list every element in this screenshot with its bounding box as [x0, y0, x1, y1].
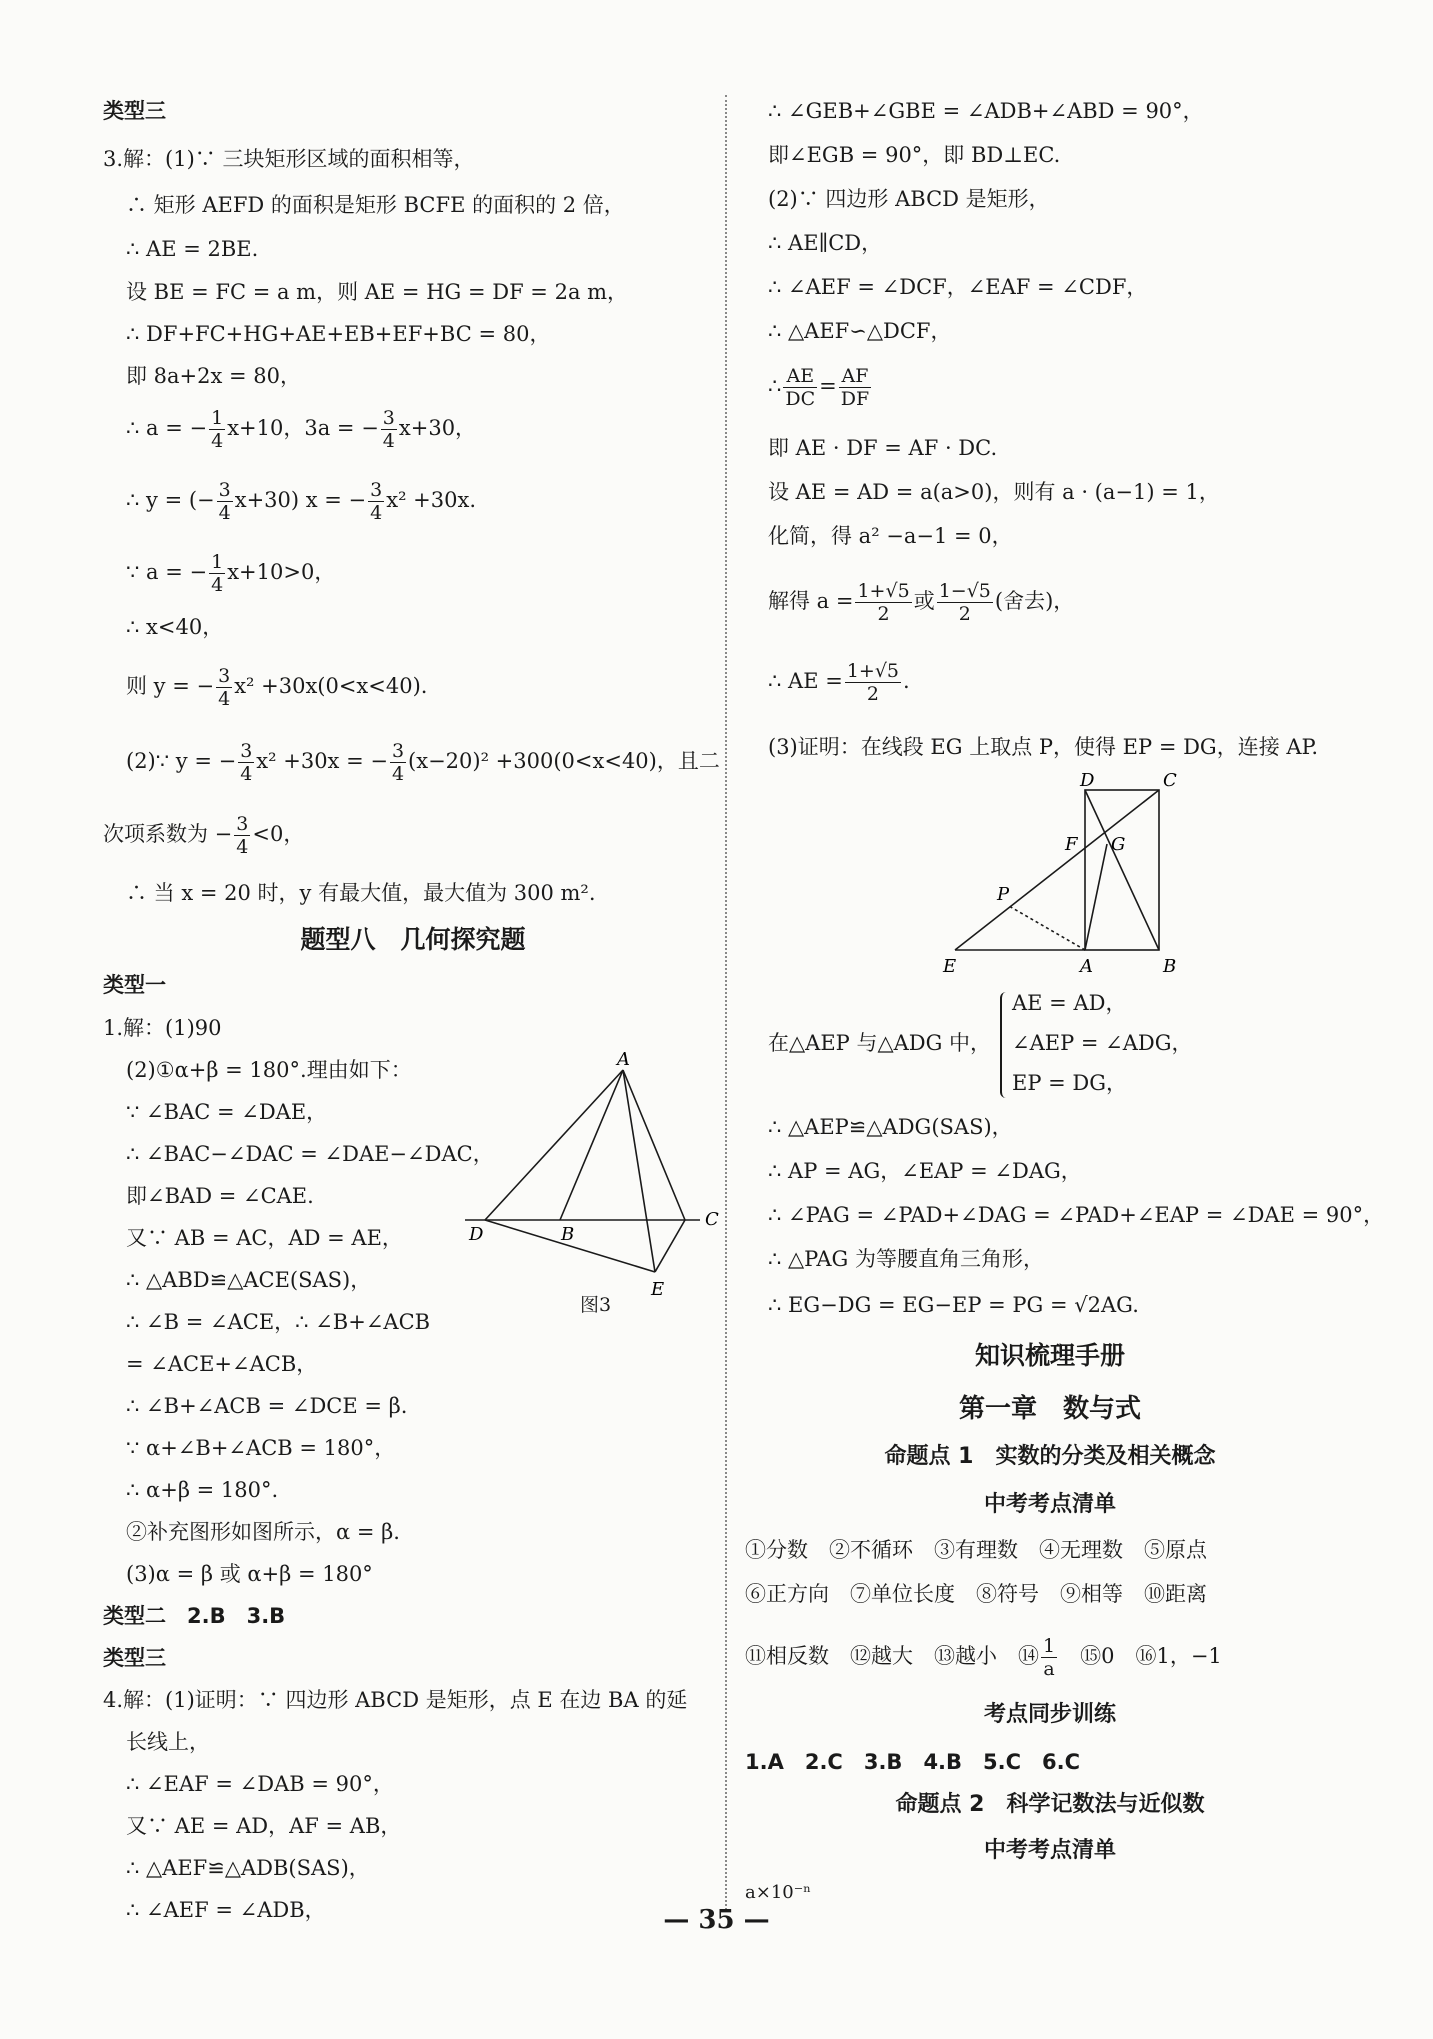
answer-line: ⑪相反数 ⑫越大 ⑬越小 ⑭ $\frac{1}{a}$ ⑮0 ⑯1，−1	[745, 1635, 1222, 1680]
text-line: 1.解：(1)90	[103, 1016, 222, 1040]
fraction: $\frac{1-√5}{2}$	[938, 580, 991, 625]
text-line: 4.解：(1)证明：∵ 四边形 ABCD 是矩形，点 E 在边 BA 的延	[103, 1688, 688, 1712]
fraction: $\frac{AE}{DC}$	[785, 365, 816, 410]
subsection-title: 考点同步训练	[983, 1702, 1116, 1727]
label-D: D	[1080, 772, 1095, 791]
text-line: 又∵ AB = AC，AD = AE，	[126, 1226, 403, 1250]
topic-title: 命题点 2 科学记数法与近似数	[895, 1792, 1205, 1817]
chapter-title: 第一章 数与式	[958, 1394, 1141, 1424]
text-line: ∴ DF+FC+HG+AE+EB+EF+BC = 80，	[126, 322, 551, 346]
text-line: 设 AE = AD = a(a>0)，则有 a · (a−1) = 1，	[768, 480, 1220, 504]
label-B: B	[1163, 956, 1177, 977]
text-line: 长线上，	[126, 1730, 210, 1754]
label-G: G	[1111, 834, 1126, 855]
type-heading: 类型三	[103, 99, 166, 123]
text-line: ∴ △ABD≌△ACE(SAS)，	[126, 1268, 372, 1292]
fraction: $\frac{3}{4}$	[370, 479, 383, 524]
edge-AC	[623, 1070, 685, 1220]
section-title: 题型八 几何探究题	[300, 925, 526, 954]
text-line: EP = DG，	[1012, 1071, 1128, 1095]
text-line: (3)证明：在线段 EG 上取点 P，使得 EP = DG，连接 AP.	[768, 735, 1319, 759]
text-line: ②补充图形如图所示，α = β.	[126, 1520, 400, 1544]
text-line: ∴ EG−DG = EG−EP = PG = √2AG.	[768, 1293, 1139, 1317]
text-line: 在△AEP 与△ADG 中，	[768, 1031, 992, 1055]
text-line: ∴ △AEF∽△DCF，	[768, 319, 952, 343]
text-line: 化简，得 a² −a−1 = 0，	[768, 524, 1013, 548]
text-line: 即∠BAD = ∠CAE.	[126, 1184, 314, 1208]
label-E: E	[651, 1279, 665, 1300]
formula-line: 次项系数为 − $\frac{3}{4}$ <0，	[103, 813, 305, 858]
text-line: a×10⁻ⁿ	[745, 1882, 812, 1903]
text-line: ∴ ∠PAG = ∠PAD+∠DAG = ∠PAD+∠EAP = ∠DAE = 90°，	[768, 1203, 1385, 1227]
text-line: ∴ △PAG 为等腰直角三角形，	[768, 1247, 1045, 1271]
text-line: ∵ ∠BAC = ∠DAE，	[126, 1100, 328, 1124]
fraction: $\frac{3}{4}$	[236, 813, 249, 858]
fraction: $\frac{1}{a}$	[1043, 1635, 1056, 1680]
text-line: ∴ x<40，	[126, 615, 224, 639]
handbook-title: 知识梳理手册	[974, 1341, 1125, 1370]
fraction: $\frac{3}{4}$	[218, 479, 231, 524]
answer-line: 类型二 2.B 3.B	[103, 1604, 286, 1628]
label-E: E	[943, 956, 957, 977]
edge-AE	[623, 1070, 655, 1272]
label-D: D	[469, 1224, 484, 1245]
text-line: ∴ ∠AEF = ∠ADB，	[126, 1898, 326, 1922]
text-line: ∴ 当 x = 20 时，y 有最大值，最大值为 300 m².	[126, 881, 596, 905]
text-line: (2)①α+β = 180°.理由如下：	[126, 1058, 412, 1082]
formula-line: (2)∵ y = − $\frac{3}{4}$ x² +30x = − $\frac{3}{4}$ (x−20)² +300(0<x<40)，且二	[126, 740, 720, 785]
text-line: 设 BE = FC = a m，则 AE = HG = DF = 2a m，	[126, 280, 629, 304]
text-line: ∴ AE∥CD，	[768, 231, 883, 255]
text-line: 即∠EGB = 90°，即 BD⊥EC.	[768, 143, 1061, 167]
text-line: ∴ △AEP≌△ADG(SAS)，	[768, 1115, 1013, 1139]
rectangle-diagram	[935, 772, 1185, 977]
figure-caption: 图3	[580, 1294, 612, 1316]
figure-3-diagram	[455, 1050, 735, 1310]
label-P: P	[997, 884, 1010, 905]
edge-AG	[1085, 844, 1107, 950]
text-line: ∴ ∠B = ∠ACE，∴ ∠B+∠ACB	[126, 1310, 431, 1334]
edge-EC	[955, 790, 1159, 950]
text-line: ∴ AE = 2BE.	[126, 237, 259, 261]
fraction: $\frac{3}{4}$	[218, 665, 231, 710]
text-line: ∠AEP = ∠ADG，	[1012, 1031, 1193, 1055]
edge-AD	[485, 1070, 623, 1220]
fraction: $\frac{1}{4}$	[211, 407, 224, 452]
text-line: 3.解：(1)∵ 三块矩形区域的面积相等，	[103, 147, 475, 171]
label-C: C	[1163, 772, 1177, 791]
fraction: $\frac{1+√5}{2}$	[846, 660, 900, 705]
edge-AP	[1009, 906, 1085, 950]
type-heading: 类型一	[103, 973, 166, 997]
label-A: A	[1080, 956, 1093, 977]
text-line: ∴ △AEF≌△ADB(SAS)，	[126, 1856, 370, 1880]
text-line: 即 AE · DF = AF · DC.	[768, 436, 998, 460]
fraction: $\frac{1+√5}{2}$	[857, 580, 910, 625]
edge-DB	[1085, 790, 1159, 950]
text-line: ∴ 矩形 AEFD 的面积是矩形 BCFE 的面积的 2 倍，	[126, 193, 625, 217]
formula-line: ∵ a = − $\frac{1}{4}$ x+10>0，	[126, 551, 336, 596]
label-F: F	[1065, 834, 1078, 855]
text-line: ∴ ∠GEB+∠GBE = ∠ADB+∠ABD = 90°，	[768, 99, 1204, 123]
column-divider	[725, 95, 727, 1910]
topic-title: 命题点 1 实数的分类及相关概念	[884, 1444, 1216, 1469]
fraction: $\frac{3}{4}$	[240, 740, 253, 785]
text-line: = ∠ACE+∠ACB，	[126, 1352, 318, 1376]
text-line: (3)α = β 或 α+β = 180°	[126, 1562, 373, 1586]
label-A: A	[617, 1050, 630, 1070]
text-line: ∴ ∠BAC−∠DAC = ∠DAE−∠DAC，	[126, 1142, 494, 1166]
formula-line: ∴ AE = $\frac{1+√5}{2}$ .	[768, 660, 910, 705]
formula-line: ∴ a = − $\frac{1}{4}$ x+10，3a = − $\frac{3}{4}$ x+30，	[126, 407, 477, 452]
answer-line: 1.A 2.C 3.B 4.B 5.C 6.C	[745, 1750, 1081, 1774]
fraction: $\frac{3}{4}$	[391, 740, 405, 785]
formula-line: 则 y = − $\frac{3}{4}$ x² +30x(0<x<40).	[126, 665, 428, 710]
fraction: $\frac{3}{4}$	[382, 407, 395, 452]
fraction: $\frac{1}{4}$	[211, 551, 224, 596]
edge-AB	[560, 1070, 623, 1220]
text-line: ∴ α+β = 180°.	[126, 1478, 279, 1502]
edge-CE	[655, 1220, 685, 1272]
text-line: ∴ ∠EAF = ∠DAB = 90°，	[126, 1772, 394, 1796]
text-line: ∴ ∠AEF = ∠DCF，∠EAF = ∠CDF，	[768, 275, 1148, 299]
page-number: — 35 —	[663, 1905, 770, 1935]
type-heading: 类型三	[103, 1646, 166, 1670]
text-line: ∴ AP = AG，∠EAP = ∠DAG，	[768, 1159, 1082, 1183]
text-line: ∴ ∠B+∠ACB = ∠DCE = β.	[126, 1394, 408, 1418]
text-line: 又∵ AE = AD，AF = AB，	[126, 1814, 402, 1838]
system-brace	[1000, 992, 1010, 1098]
label-C: C	[705, 1209, 719, 1230]
text-line: 即 8a+2x = 80，	[126, 364, 302, 388]
answer-line: ⑥正方向 ⑦单位长度 ⑧符号 ⑨相等 ⑩距离	[745, 1582, 1207, 1606]
formula-line: ∴ y = (− $\frac{3}{4}$ x+30) x = − $\frac{3}{4}$ x² +30x.	[126, 479, 477, 524]
label-B: B	[561, 1224, 575, 1245]
text-line: ∵ α+∠B+∠ACB = 180°，	[126, 1436, 396, 1460]
fraction: $\frac{AF}{DF}$	[840, 365, 870, 410]
formula-line: ∴ $\frac{AE}{DC}$ = $\frac{AF}{DF}$	[768, 365, 870, 410]
formula-line: 解得 a = $\frac{1+√5}{2}$ 或 $\frac{1-√5}{2}$ (舍去)，	[768, 580, 1075, 625]
answer-line: ①分数 ②不循环 ③有理数 ④无理数 ⑤原点	[745, 1538, 1207, 1562]
text-line: AE = AD，	[1012, 991, 1127, 1015]
subsection-title: 中考考点清单	[983, 1492, 1116, 1517]
subsection-title: 中考考点清单	[983, 1838, 1116, 1863]
text-line: (2)∵ 四边形 ABCD 是矩形，	[768, 187, 1050, 211]
